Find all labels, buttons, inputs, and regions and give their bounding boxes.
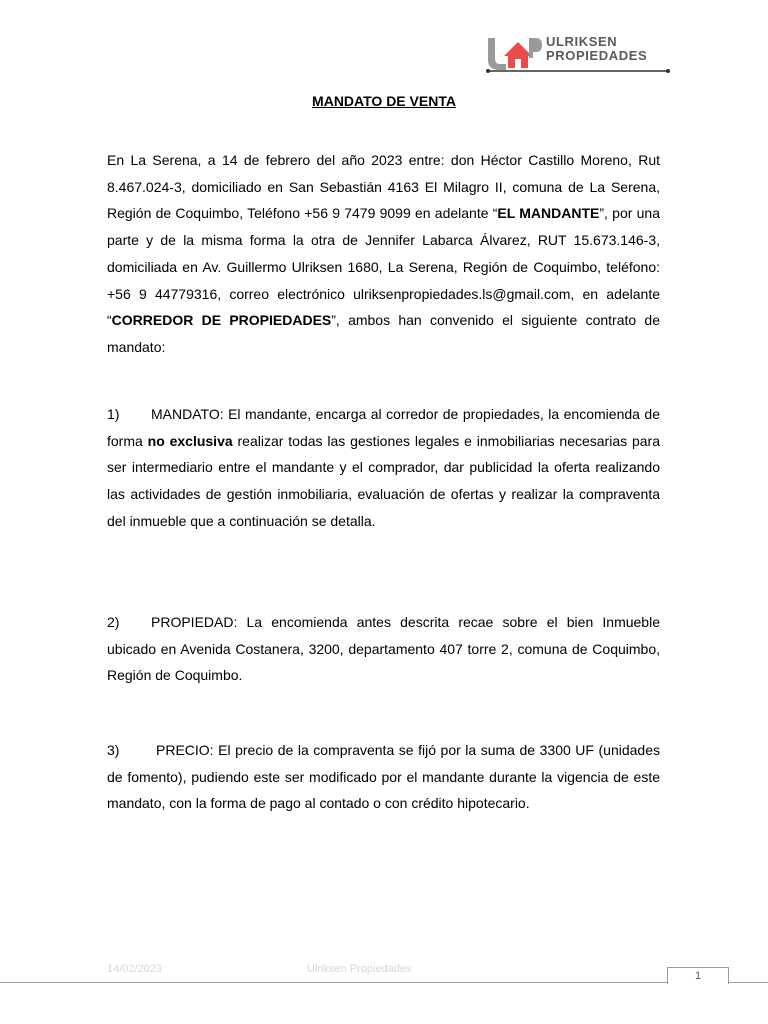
logo-line-2: PROPIEDADES [546,48,648,63]
clause-number: 3) [107,742,120,758]
intro-bold-corredor: CORREDOR DE PROPIEDADES [111,312,332,329]
clause-mandato [107,401,660,535]
intro-text-2: ”, por una parte y de la misma forma la otra de Jennifer Labarca Álvarez, RUT 15.673.146-3, domiciliada en Av. Guillermo Ulriksen 1680, La Serena, Región de Coquimbo, teléfono: +56 9 44779316, correo electrónico ulriksenpropiedades.ls@gmail.com, en adelante “ [107,205,660,329]
clause-precio [107,737,660,817]
house-logo-icon [484,26,544,76]
clause-propiedad [107,609,660,689]
footer-date: 14/02/2023 [107,963,163,975]
clause-number: 1) [107,406,120,422]
clause-text: PRECIO: El precio de la compraventa se fijó por la suma de 3300 UF (unidades de fomento), pudiendo este ser modificado por el mandante durante la vigencia de este mandato, con la forma de pago al contado o con crédito hipotecario. [107,742,660,812]
footer-company: Ulriksen Propiedades [307,963,412,975]
intro-text-3: ”, ambos han convenido el siguiente contrato de mandato: [107,312,660,355]
clause-number: 2) [107,614,120,630]
document-title: MANDATO DE VENTA [312,93,456,109]
footer-divider [0,982,768,983]
intro-text-1: En La Serena, a 14 de febrero del año 2023 entre: don Héctor Castillo Moreno, Rut 8.467.024-3, domiciliado en San Sebastián 4163 El Milagro II, comuna de La Serena, Región de Coquimbo, Teléfono +56 9 7479 9099 en adelante “ [107,152,660,222]
logo-line-1: ULRIKSEN [546,34,618,49]
clause-text-1: MANDATO: El mandante, encarga al corredor de propiedades, la encomienda de forma [107,406,660,449]
clause-text-2: realizar todas las gestiones legales e inmobiliarias necesarias para ser intermediario entre el mandante y el comprador, dar publicidad la oferta realizando las actividades de gestión inmobiliaria, evaluación de ofertas y realizar la compraventa del inmueble que a continuación se detalla. [107,432,660,529]
clause-text: PROPIEDAD: La encomienda antes descrita recae sobre el bien Inmueble ubicado en Avenida Costanera, 3200, departamento 407 torre 2, comuna de Coquimbo, Región de Coquimbo. [107,614,660,684]
company-logo [484,26,674,76]
page-number: 1 [694,970,702,982]
logo-wordmark [546,35,647,63]
intro-bold-mandante: EL MANDANTE [497,205,600,222]
clause-bold: no exclusiva [147,432,233,449]
intro-paragraph [107,147,660,361]
